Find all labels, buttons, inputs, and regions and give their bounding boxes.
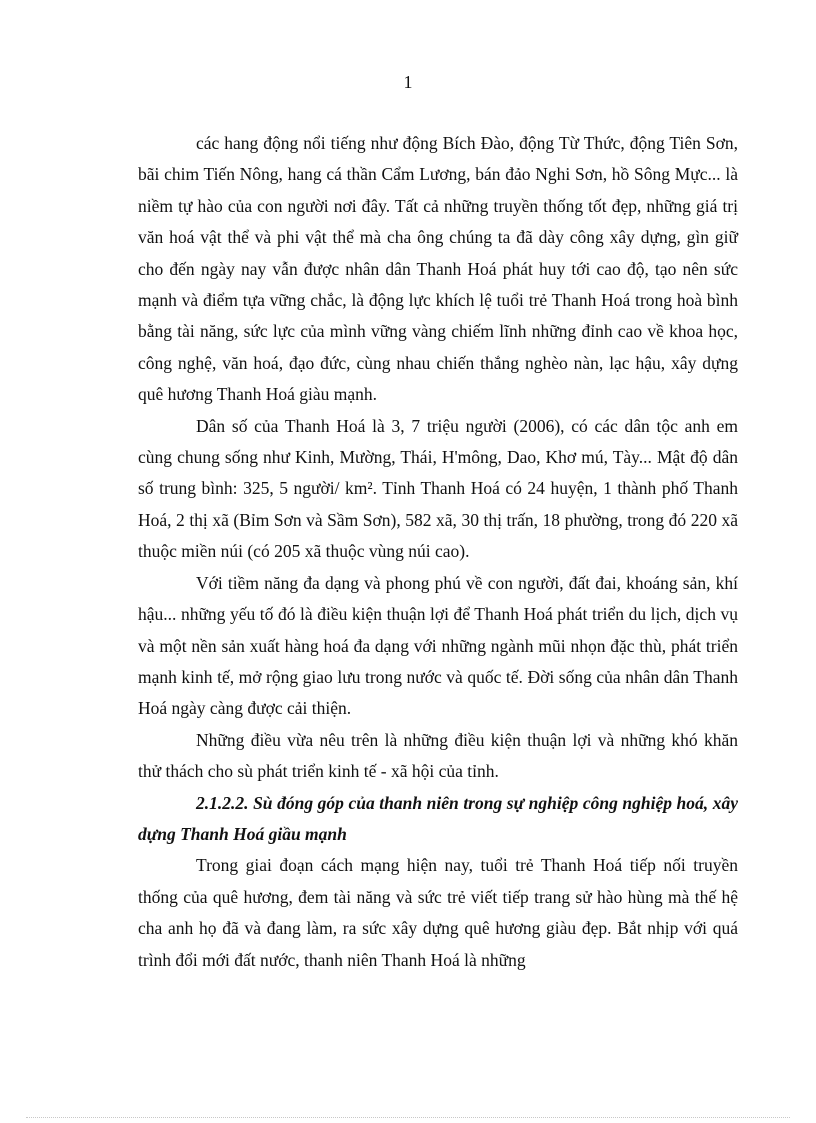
paragraph-tourism: các hang động nổi tiếng như động Bích Đào, động Từ Thức, động Tiên Sơn, bãi chim Tiến Nông, hang cá thần Cẩm Lương, bán đảo Nghi Sơn, hồ Sông Mực... là niềm tự hào của con người nơi đây. Tất cả những truyền thống tốt đẹp, những giá trị văn hoá vật thể và phi vật thể mà cha ông chúng ta đã dày công xây dựng, gìn giữ cho đến ngày nay vẫn được nhân dân Thanh Hoá phát huy tới cao độ, tạo nên sức mạnh và điểm tựa vững chắc, là động lực khích lệ tuổi trẻ Thanh Hoá trong hoà bình bằng tài năng, sức lực của mình vững vàng chiếm lĩnh những đỉnh cao về khoa học, công nghệ, văn hoá, đạo đức, cùng nhau chiến thắng nghèo nàn, lạc hậu, xây dựng quê hương Thanh Hoá giàu mạnh. — [138, 133, 738, 405]
paragraph-population: Dân số của Thanh Hoá là 3, 7 triệu người (2006), có các dân tộc anh em cùng chung sống như Kinh, Mường, Thái, H'mông, Dao, Khơ mú, Tày... Mật độ dân số trung bình: 325, 5 người/ km². Tỉnh Thanh Hoá có 24 huyện, 1 thành phố Thanh Hoá, 2 thị xã (Bỉm Sơn và Sầm Sơn), 582 xã, 30 thị trấn, 18 phường, trong đó 220 xã thuộc miền núi (có 205 xã thuộc vùng núi cao). — [138, 415, 738, 562]
page-number: 1 — [403, 72, 413, 92]
section-heading: 2.1.2.2. Sù đóng góp của thanh niên trong sự nghiệp công nghiệp hoá, xây dựng Thanh Hoá giầu mạnh — [138, 792, 738, 844]
paragraph-youth: Trong giai đoạn cách mạng hiện nay, tuổi trẻ Thanh Hoá tiếp nối truyền thống của quê hương, đem tài năng và sức trẻ viết tiếp trang sử hào hùng mà thế hệ cha anh họ đã và đang làm, ra sức xây dựng quê hương giàu đẹp. Bắt nhịp với quá trình đổi mới đất nước, thanh niên Thanh Hoá là những — [138, 855, 738, 970]
page-bottom-border — [26, 1117, 790, 1118]
paragraph-potential: Với tiềm năng đa dạng và phong phú về con người, đất đai, khoáng sản, khí hậu... những yếu tố đó là điều kiện thuận lợi để Thanh Hoá phát triển du lịch, dịch vụ và một nền sản xuất hàng hoá đa dạng với những ngành mũi nhọn đặc thù, phát triển mạnh kinh tế, mở rộng giao lưu trong nước và quốc tế. Đời sống của nhân dân Thanh Hoá ngày càng được cải thiện. — [138, 572, 738, 719]
paragraph-conditions: Những điều vừa nêu trên là những điều kiện thuận lợi và những khó khăn thử thách cho sù phát triển kinh tế - xã hội của tỉnh. — [138, 729, 738, 782]
body-text — [138, 128, 738, 976]
